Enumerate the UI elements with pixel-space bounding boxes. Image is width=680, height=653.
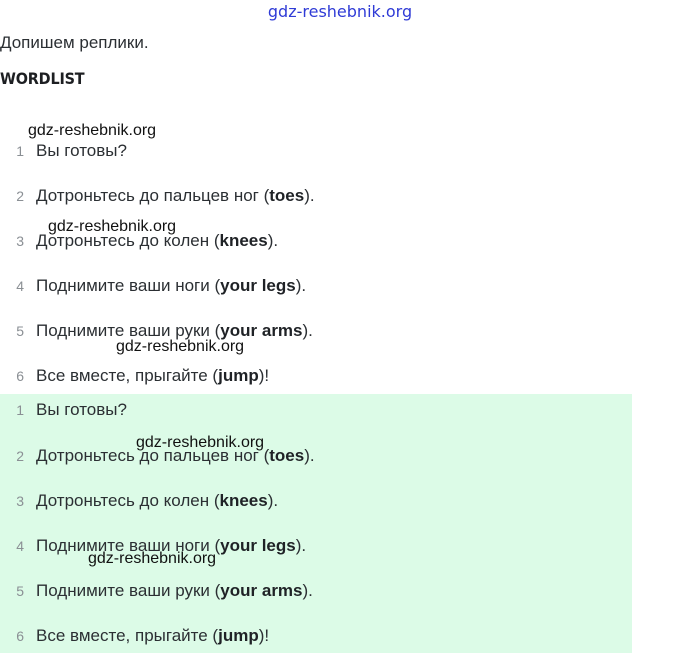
line-text: Поднимите ваши руки (your arms).: [36, 321, 313, 340]
line-text: Поднимите ваши ноги (your legs).: [36, 276, 307, 295]
line-number: 1: [16, 402, 24, 418]
list-item: [0, 489, 632, 513]
wordlist-highlighted: [0, 394, 632, 653]
list-item: [0, 319, 632, 343]
watermark-text: gdz-reshebnik.org: [136, 434, 265, 451]
line-text: Все вместе, прыгайте (jump)!: [36, 366, 270, 385]
list-item: [0, 139, 632, 163]
line-number: 2: [16, 188, 24, 204]
intro-text: Допишем реплики.: [0, 33, 149, 52]
line-number: 1: [16, 143, 24, 159]
line-text: Дотроньтесь до колен (knees).: [36, 231, 279, 250]
line-number: 5: [16, 583, 24, 599]
section-title: WORDLIST: [0, 69, 85, 88]
line-number: 4: [16, 278, 24, 294]
watermark-text: gdz-reshebnik.org: [48, 218, 177, 235]
line-number: 4: [16, 538, 24, 554]
list-item: [0, 184, 632, 208]
line-number: 6: [16, 368, 24, 384]
line-text: Поднимите ваши ноги (your legs).: [36, 536, 307, 555]
line-text: Все вместе, прыгайте (jump)!: [36, 626, 270, 645]
list-item: [0, 624, 632, 648]
watermark-text: gdz-reshebnik.org: [116, 338, 245, 355]
line-text: Дотроньтесь до колен (knees).: [36, 491, 279, 510]
line-text: Вы готовы?: [36, 400, 127, 419]
line-number: 5: [16, 323, 24, 339]
list-item: [0, 274, 632, 298]
line-text: Вы готовы?: [36, 141, 127, 160]
list-item: [0, 398, 632, 422]
line-text: Дотроньтесь до пальцев ног (toes).: [36, 186, 315, 205]
site-watermark-header: gdz-reshebnik.org: [267, 2, 413, 21]
line-number: 3: [16, 493, 24, 509]
line-number: 3: [16, 233, 24, 249]
line-number: 6: [16, 628, 24, 644]
watermark-text: gdz-reshebnik.org: [28, 122, 157, 139]
line-number: 2: [16, 448, 24, 464]
list-item: [0, 579, 632, 603]
watermark-text: gdz-reshebnik.org: [88, 550, 217, 567]
line-text: Поднимите ваши руки (your arms).: [36, 581, 313, 600]
list-item: [0, 364, 632, 388]
list-item: [0, 444, 632, 468]
line-text: Дотроньтесь до пальцев ног (toes).: [36, 446, 315, 465]
